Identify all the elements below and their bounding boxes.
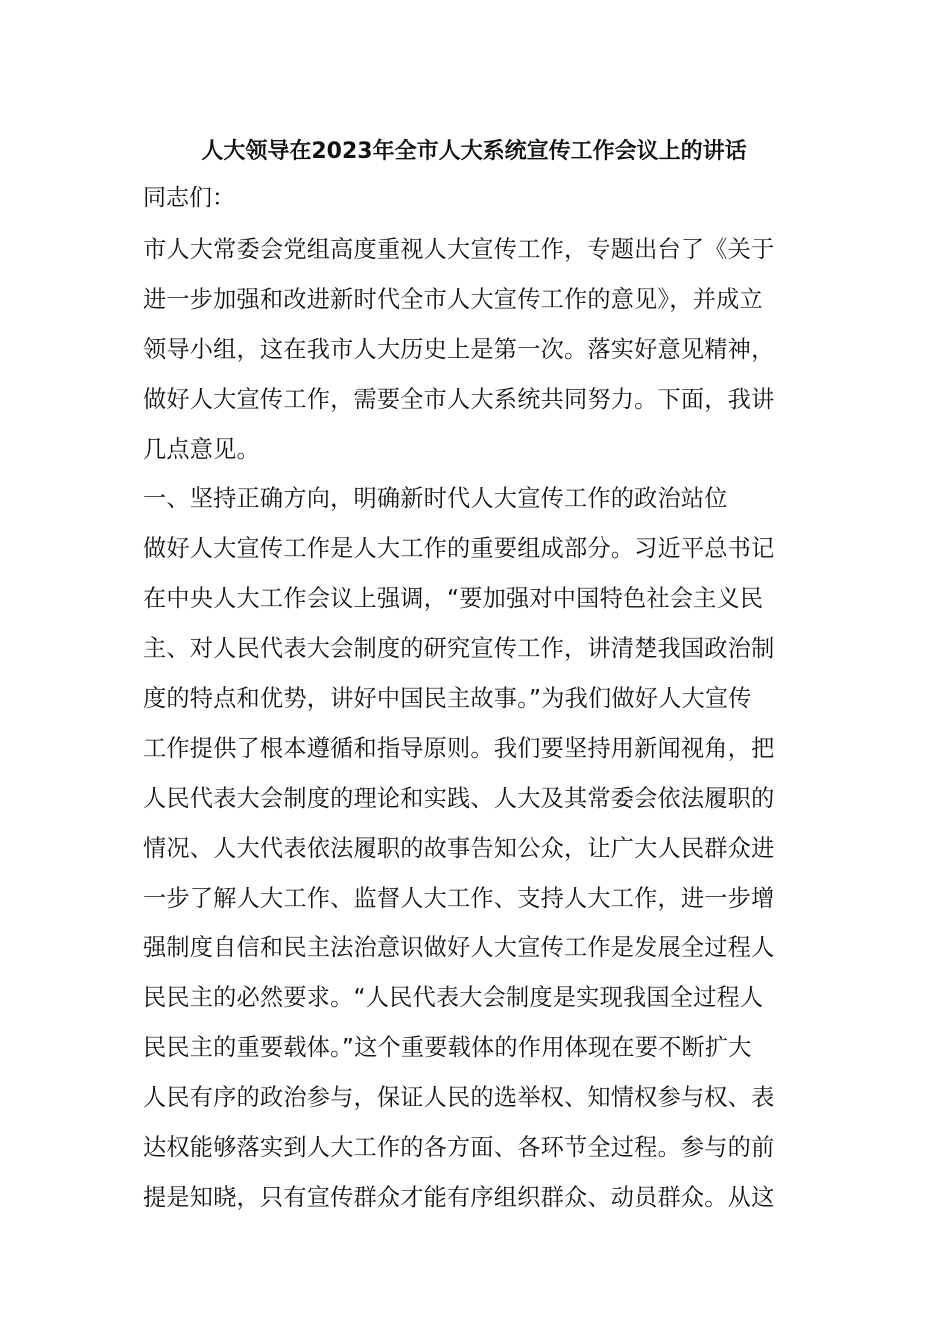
text-line: 人民代表大会制度的理论和实践、人大及其常委会依法履职的 <box>143 784 775 812</box>
text-line: 民民主的重要载体。”这个重要载体的作用体现在要不断扩大 <box>143 1034 752 1062</box>
text-line: 领导小组，这在我市人大历史上是第一次。落实好意见精神， <box>143 335 775 363</box>
text-line: 提是知晓，只有宣传群众才能有序组织群众、动员群众。从这 <box>143 1183 775 1211</box>
text-line: 民民主的必然要求。“人民代表大会制度是实现我国全过程人 <box>143 984 764 1012</box>
text-line: 工作提供了根本遵循和指导原则。我们要坚持用新闻视角，把 <box>143 734 775 762</box>
text-line: 强制度自信和民主法治意识做好人大宣传工作是发展全过程人 <box>143 934 775 962</box>
text-line: 度的特点和优势，讲好中国民主故事。”为我们做好人大宣传 <box>143 685 752 713</box>
text-line: 做好人大宣传工作，需要全市人大系统共同努力。下面，我讲 <box>143 385 775 413</box>
section-heading: 一、坚持正确方向，明确新时代人大宣传工作的政治站位 <box>143 485 728 513</box>
text-line: 进一步加强和改进新时代全市人大宣传工作的意见》，并成立 <box>143 285 763 313</box>
text-line: 情况、人大代表依法履职的故事告知公众，让广大人民群众进 <box>143 834 775 862</box>
body-text <box>143 225 808 1223</box>
text-line: 在中央人大工作会议上强调，“要加强对中国特色社会主义民 <box>143 585 764 613</box>
text-line: 人民有序的政治参与，保证人民的选举权、知情权参与权、表 <box>143 1084 775 1112</box>
text-line: 几点意见。 <box>143 435 260 463</box>
document-title: 人大领导在2023年全市人大系统宣传工作会议上的讲话 <box>201 139 747 164</box>
text-line: 市人大常委会党组高度重视人大宣传工作，专题出台了《关于 <box>143 236 775 263</box>
salutation: 同志们： <box>143 185 235 211</box>
text-line: 做好人大宣传工作是人大工作的重要组成部分。习近平总书记 <box>143 535 775 563</box>
text-line: 达权能够落实到人大工作的各方面、各环节全过程。参与的前 <box>143 1134 775 1162</box>
text-line: 一步了解人大工作、监督人大工作、支持人大工作，进一步增 <box>143 884 775 912</box>
text-line: 主、对人民代表大会制度的研究宣传工作，讲清楚我国政治制 <box>143 635 775 663</box>
